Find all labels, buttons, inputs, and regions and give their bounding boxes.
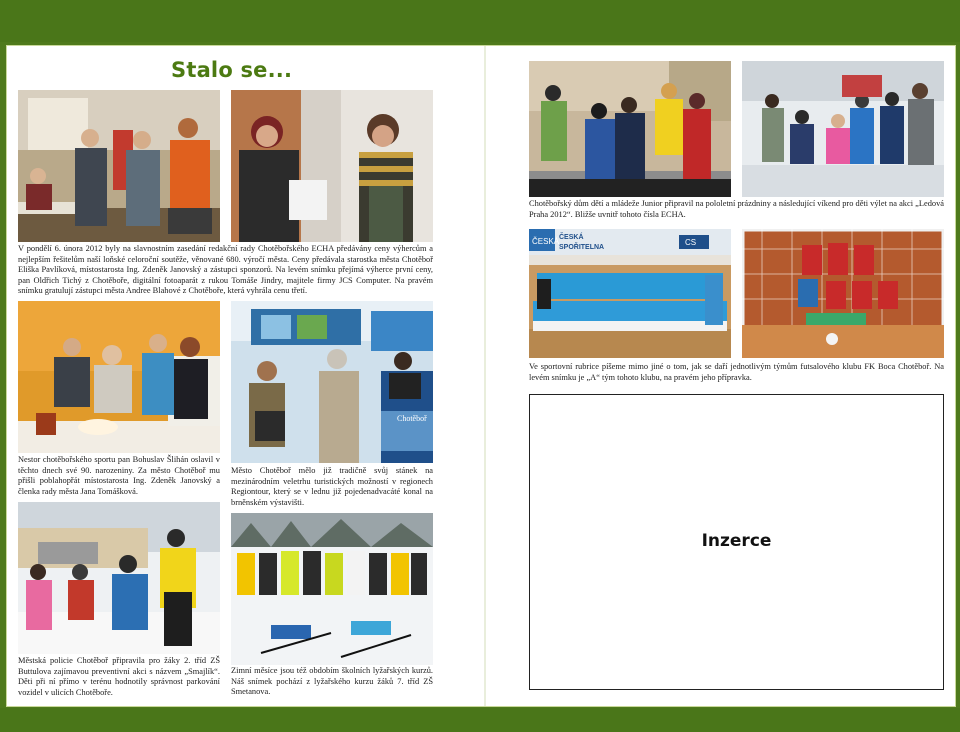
advertisement-label: Inzerce	[701, 531, 772, 551]
caption-regiontour: Město Chotěboř mělo již tradičně svůj stánek na mezinárodním veletrhu turistických možností v regionech Regiontour, který se v lednu již pojedenadvacáté konal na brněnském výstavišti.	[231, 466, 433, 507]
banner-line2-text: SPOŘITELNA	[559, 244, 605, 251]
caption-awards: V pondělí 6. února 2012 byly na slavnostním zasedání redakční rady Chotěbořského ECHA předávány ceny výhercům a nejlepším řešitelům naší loňské celoroční soutěže, věnované 680. výročí města. Ceny předávala starostka města Chotěboř Eliška Pavlíková, místostarosta Ing. Zdeněk Janovský a zástupci sponzorů. Na levém snímku přejímá výherce první ceny, pan Oldřich Tichý z Chotěboře, digitální fotoaparát z rukou Tomáše Jindry, majitele firmy JCS Computer. Na pravém snímku gratulují zástupci města Andree Blahové z Chotěboře, která vyhrála cenu třetí.	[18, 244, 433, 296]
photo-futsal-a-team	[529, 229, 731, 358]
page-fold	[484, 46, 486, 706]
caption-birthday: Nestor chotěbořského sportu pan Bohuslav Šlihán oslavil v těchto dnech své 90. narozeniny. Za město Chotěboř mu přišli poblahopřát místostarosta Ing. Zdeněk Janovský a členka rady města Jana Tomášková.	[18, 455, 220, 496]
caption-futsal: Ve sportovní rubrice píšeme mimo jiné o tom, jak se daří jednotlivým týmům futsalového klubu FK Boca Chotěboř. Na levém snímku je „A“ tým tohoto klubu, na pravém jeho přípravka.	[529, 362, 944, 382]
bottom-green-band	[0, 708, 960, 732]
photo-police-prevention	[18, 502, 220, 654]
photo-ski-course	[231, 513, 433, 665]
photo-ledova-praha-street	[529, 61, 731, 197]
photo-ledova-praha-group	[742, 61, 944, 197]
stand-sign-text: Chotěboř	[397, 414, 427, 423]
photo-award-third-prize	[231, 90, 433, 242]
top-green-band	[0, 0, 960, 42]
caption-ski: Zimní měsíce jsou též obdobím školních lyžařských kurzů. Náš snímek pochází z lyžařského kurzu žáků 7. tříd ZŠ Smetanova.	[231, 666, 433, 697]
banner-line1-text: ČESKÁ	[559, 234, 584, 241]
photo-futsal-youth-team	[742, 229, 944, 358]
photo-birthday	[18, 301, 220, 453]
caption-ledova-praha: Chotěbořský dům dětí a mládeže Junior připravil na pololetní prázdniny a následující víkend pro děti výlet na akci „Ledová Praha 2012“. Bližše uvnitř tohoto čísla ECHA.	[529, 199, 944, 219]
advertisement-box	[529, 394, 944, 690]
section-heading: Stalo se...	[171, 58, 293, 82]
photo-award-first-prize	[18, 90, 220, 242]
banner-left-text: ČESKÁ	[532, 237, 560, 246]
banner-right-text: CS	[685, 238, 697, 247]
photo-regiontour-stand	[231, 301, 433, 463]
caption-police: Městská policie Chotěboř připravila pro žáky 2. tříd ZŠ Buttulova zajímavou preventivní akci s názvem „Smajlík“. Děti při ní přímo v terénu hodnotily správnost parkování vozidel v ulicích Chotěboře.	[18, 656, 220, 697]
magazine-spread	[6, 45, 956, 707]
